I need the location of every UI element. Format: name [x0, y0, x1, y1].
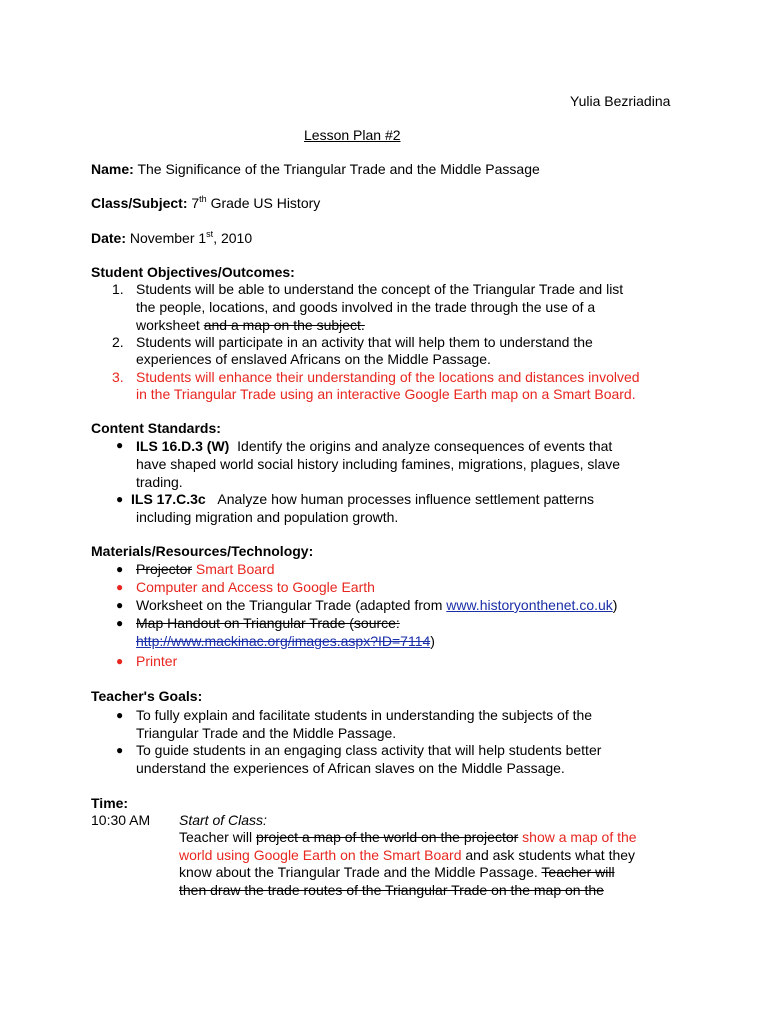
- goal-text: To fully explain and facilitate students in understanding the subjects of the: [136, 707, 593, 723]
- objective-text: the people, locations, and goods involved in the trade through the use of a: [136, 299, 596, 315]
- date-month: November 1: [129, 230, 207, 246]
- standard-text: [131, 491, 594, 508]
- objective-text: experiences of enslaved Africans on the Middle Passage.: [136, 351, 491, 367]
- time-text: [179, 847, 635, 864]
- name-value: The Significance of the Triangular Trade and the Middle Passage: [137, 161, 540, 177]
- time-text-part: know about the Triangular Trade and the Middle Passage.: [179, 864, 542, 880]
- mackinac-link[interactable]: http://www.mackinac.org/images.aspx?ID=7114: [136, 633, 431, 649]
- standard-text: [136, 438, 612, 455]
- grade-number: 7: [191, 195, 200, 211]
- name-row: [91, 161, 540, 178]
- material-item: Computer and Access to Google Earth: [136, 579, 375, 595]
- time-text-part: and ask students what they: [461, 847, 636, 863]
- class-subject-row: [91, 195, 320, 212]
- objectives-heading: Student Objectives/Outcomes:: [91, 264, 295, 280]
- objective-deleted-text: and a map on the subject.: [203, 317, 365, 333]
- bullet-icon: ●: [116, 708, 124, 722]
- time-slot: 10:30 AM: [91, 812, 151, 828]
- bullet-icon: ●: [116, 598, 124, 612]
- material-item: [136, 561, 275, 578]
- bullet-icon: ●: [116, 616, 124, 630]
- time-text: [179, 829, 637, 846]
- standard-text: trading.: [136, 474, 183, 490]
- class-subject-value: Grade US History: [210, 195, 321, 211]
- time-phase: Start of Class:: [179, 812, 267, 828]
- objective-number: 3.: [112, 369, 124, 385]
- date-suffix: st: [206, 229, 214, 239]
- bullet-icon: ●: [116, 580, 124, 594]
- bullet-icon: ●: [116, 743, 124, 757]
- author-name: Yulia Bezriadina: [570, 93, 671, 109]
- time-added-text: show a map of the: [518, 829, 637, 845]
- objective-text: Students will enhance their understanding of the locations and distances involved: [136, 369, 640, 385]
- material-deleted-text: Projector: [136, 561, 193, 577]
- time-added-text: world using Google Earth on the Smart Board: [179, 847, 462, 863]
- date-year: , 2010: [213, 230, 253, 246]
- material-item: Printer: [136, 653, 178, 669]
- time-text: [179, 864, 615, 881]
- goals-heading: Teacher's Goals:: [91, 688, 203, 704]
- material-text: ): [430, 633, 435, 649]
- time-heading: Time:: [91, 795, 129, 811]
- bullet-icon: ●: [116, 562, 124, 576]
- material-text: ): [612, 597, 618, 613]
- document-title: Lesson Plan #2: [304, 127, 401, 143]
- goal-text: Triangular Trade and the Middle Passage.: [136, 725, 397, 741]
- time-text: then draw the trade routes of the Triangular Trade on the map on the: [179, 882, 604, 898]
- standard-description: Analyze how human processes influence settlement patterns: [217, 491, 595, 507]
- goal-text: understand the experiences of African slaves on the Middle Passage.: [136, 760, 565, 776]
- name-label: Name:: [91, 161, 134, 177]
- material-item: Map Handout on Triangular Trade (source:: [136, 615, 400, 631]
- material-added-text: Smart Board: [192, 561, 275, 577]
- standards-heading: Content Standards:: [91, 420, 221, 436]
- objective-text: [136, 317, 365, 334]
- objective-number: 1.: [112, 281, 124, 297]
- bullet-icon: ●: [116, 492, 124, 506]
- time-deleted-text: Teacher will: [541, 864, 615, 880]
- objective-text: in the Triangular Trade using an interactive Google Earth map on a Smart Board.: [136, 386, 636, 402]
- material-text: Worksheet on the Triangular Trade (adapted from: [136, 597, 447, 613]
- grade-suffix: th: [199, 194, 207, 204]
- material-item: [136, 633, 435, 650]
- objective-text-part: worksheet: [136, 317, 204, 333]
- class-subject-label: Class/Subject:: [91, 195, 188, 211]
- objective-text: Students will be able to understand the concept of the Triangular Trade and list: [136, 281, 624, 297]
- historyonthenet-link[interactable]: www.historyonthenet.co.uk: [446, 597, 613, 613]
- bullet-icon: ●: [116, 654, 124, 668]
- materials-heading: Materials/Resources/Technology:: [91, 543, 314, 559]
- time-deleted-text: project a map of the world on the projector: [256, 829, 519, 845]
- date-row: [91, 230, 252, 247]
- time-text-part: Teacher will: [179, 829, 257, 845]
- standard-code: ILS 16.D.3 (W): [136, 438, 230, 454]
- objective-number: 2.: [112, 334, 124, 350]
- standard-code: ILS 17.C.3c: [131, 491, 206, 507]
- bullet-icon: ●: [116, 438, 124, 452]
- objective-text: Students will participate in an activity that will help them to understand the: [136, 334, 593, 350]
- standard-text: have shaped world social history including famines, migrations, plagues, slave: [136, 456, 621, 472]
- date-label: Date:: [91, 230, 127, 246]
- goal-text: To guide students in an engaging class activity that will help students better: [136, 742, 602, 758]
- material-item: [136, 597, 617, 614]
- standard-description: Identify the origins and analyze consequences of events that: [237, 438, 613, 454]
- standard-text: including migration and population growth.: [136, 509, 399, 525]
